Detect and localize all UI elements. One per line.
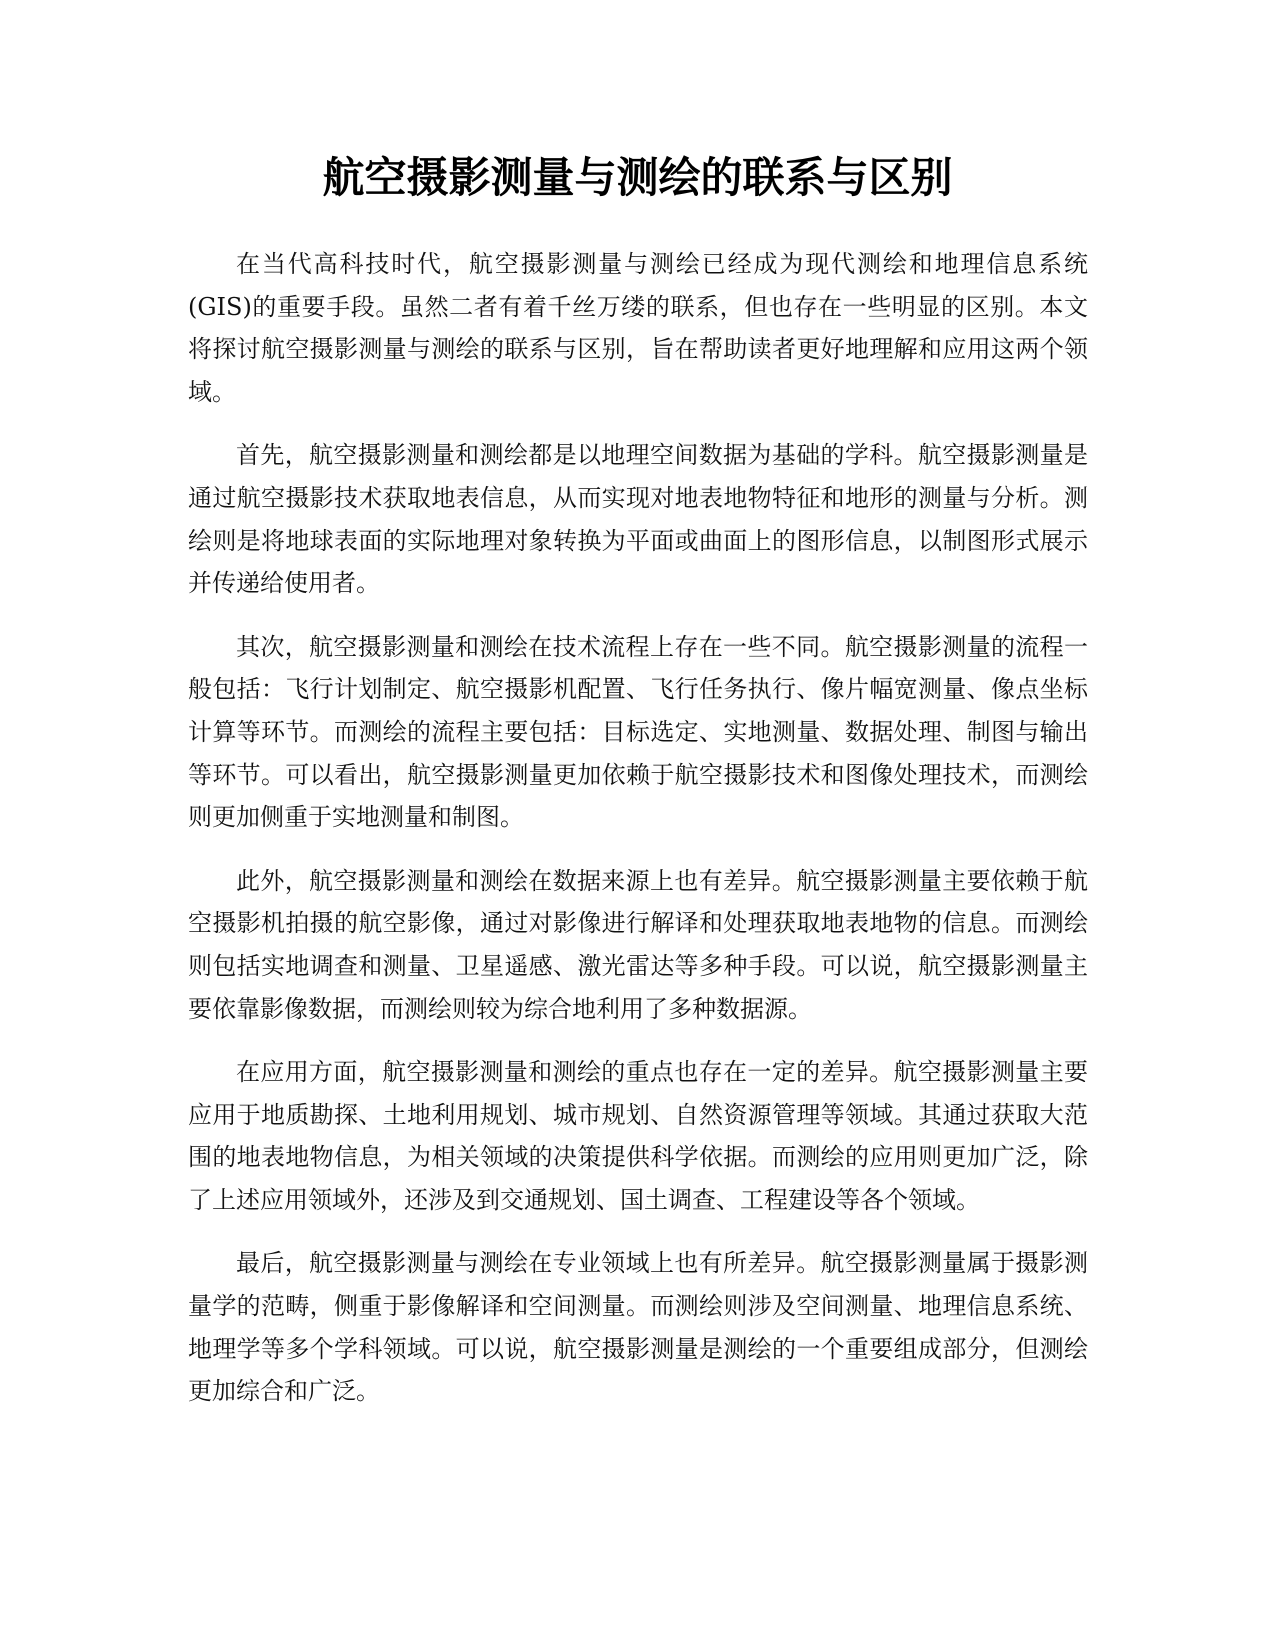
document-title: 航空摄影测量与测绘的联系与区别 (322, 153, 953, 202)
paragraph-2: 首先，航空摄影测量和测绘都是以地理空间数据为基础的学科。航空摄影测量是通过航空摄影技术获取地表信息，从而实现对地表地物特征和地形的测量与分析。测绘则是将地球表面的实际地理对象转换为平面或曲面上的图形信息，以制图形式展示并传递给使用者。 (188, 441, 1088, 598)
paragraph-1: 在当代高科技时代，航空摄影测量与测绘已经成为现代测绘和地理信息系统(GIS)的重要手段。虽然二者有着千丝万缕的联系，但也存在一些明显的区别。本文将探讨航空摄影测量与测绘的联系与区别，旨在帮助读者更好地理解和应用这两个领域。 (188, 250, 1088, 406)
paragraph-5: 在应用方面，航空摄影测量和测绘的重点也存在一定的差异。航空摄影测量主要应用于地质勘探、土地利用规划、城市规划、自然资源管理等领域。其通过获取大范围的地表地物信息，为相关领域的决策提供科学依据。而测绘的应用则更加广泛，除了上述应用领域外，还涉及到交通规划、国土调查、工程建设等各个领域。 (188, 1058, 1088, 1214)
paragraph-3: 其次，航空摄影测量和测绘在技术流程上存在一些不同。航空摄影测量的流程一般包括：飞行计划制定、航空摄影机配置、飞行任务执行、像片幅宽测量、像点坐标计算等环节。而测绘的流程主要包括：目标选定、实地测量、数据处理、制图与输出等环节。可以看出，航空摄影测量更加依赖于航空摄影技术和图像处理技术，而测绘则更加侧重于实地测量和制图。 (188, 632, 1088, 832)
paragraph-6: 最后，航空摄影测量与测绘在专业领域上也有所差异。航空摄影测量属于摄影测量学的范畴，侧重于影像解译和空间测量。而测绘则涉及空间测量、地理信息系统、地理学等多个学科领域。可以说，航空摄影测量是测绘的一个重要组成部分，但测绘更加综合和广泛。 (188, 1249, 1088, 1406)
document-body (188, 243, 1088, 1434)
paragraph-4: 此外，航空摄影测量和测绘在数据来源上也有差异。航空摄影测量主要依赖于航空摄影机拍摄的航空影像，通过对影像进行解译和处理获取地表地物的信息。而测绘则包括实地调查和测量、卫星遥感、激光雷达等多种手段。可以说，航空摄影测量主要依靠影像数据，而测绘则较为综合地利用了多种数据源。 (188, 866, 1088, 1023)
